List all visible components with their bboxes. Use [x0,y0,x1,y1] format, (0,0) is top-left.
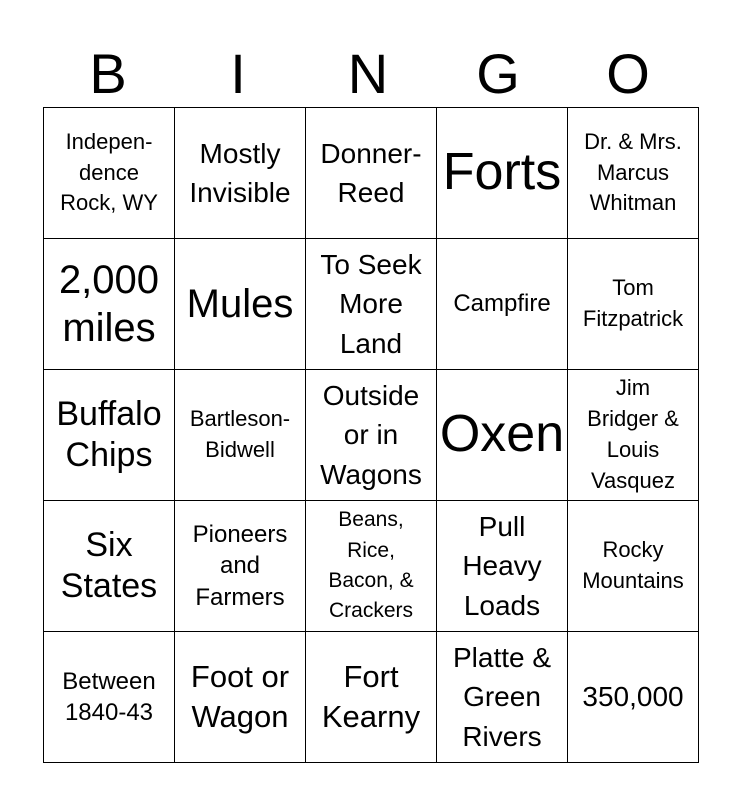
cell-text: Foot or Wagon [190,658,290,734]
cell-text: Tom Fitzpatrick [582,275,684,331]
header-letter-g: G [476,42,520,105]
bingo-cell [306,370,437,501]
bingo-cell [44,108,175,239]
cell-text: Jim Bridger & Louis Vasquez [587,375,679,493]
bingo-cell [306,239,437,370]
bingo-grid [43,107,699,763]
cell-text: Six States [60,526,158,605]
bingo-cell [44,370,175,501]
cell-text: Beans, Rice, Bacon, & Crackers [328,508,414,623]
bingo-cell [437,370,568,501]
cell-text: Fort Kearny [321,658,421,734]
grid-row [44,239,699,370]
cell-text: Mostly Invisible [189,137,291,208]
cell-text: Bartleson- Bidwell [189,406,291,462]
cell-text: Pull Heavy Loads [462,511,542,621]
cell-text: Outside or in Wagons [320,380,422,490]
bingo-cell [568,108,699,239]
cell-text: Forts [442,143,562,202]
cell-text: Buffalo Chips [56,395,162,474]
cell-text: Between 1840-43 [62,667,156,726]
bingo-cell [175,239,306,370]
bingo-cell [306,501,437,632]
cell-text: 350,000 [582,681,684,713]
bingo-cell [437,501,568,632]
bingo-cell [306,108,437,239]
bingo-cell [568,370,699,501]
cell-text: To Seek More Land [320,249,422,359]
grid-row [44,632,699,763]
bingo-cell [44,501,175,632]
grid-row [44,501,699,632]
cell-text: 2,000 miles [58,258,160,350]
header-letter-i: I [230,42,246,105]
bingo-cell [175,370,306,501]
bingo-cell [568,632,699,763]
cell-text: Indepen- dence Rock, WY [60,128,158,216]
cell-text: Donner- Reed [320,137,422,208]
cell-text: Rocky Mountains [582,537,684,593]
bingo-cell [568,239,699,370]
grid-row [44,370,699,501]
bingo-cell [44,239,175,370]
bingo-cell [437,239,568,370]
cell-text: Mules [186,282,294,326]
header-letter-b: B [89,42,127,105]
bingo-cell [175,632,306,763]
cell-text: Campfire [453,290,551,318]
bingo-header [43,40,693,108]
bingo-cell [437,632,568,763]
header-letter-o: O [606,42,650,105]
cell-text: Oxen [439,405,565,464]
grid-row [44,108,699,239]
cell-text: Pioneers and Farmers [192,521,288,611]
bingo-cell [568,501,699,632]
cell-text: Platte & Green Rivers [452,642,552,752]
header-letter-n: N [347,42,389,105]
bingo-cell [175,108,306,239]
bingo-cell [175,501,306,632]
bingo-cell [44,632,175,763]
bingo-cell [306,632,437,763]
cell-text: Dr. & Mrs. Marcus Whitman [584,128,682,216]
bingo-cell [437,108,568,239]
